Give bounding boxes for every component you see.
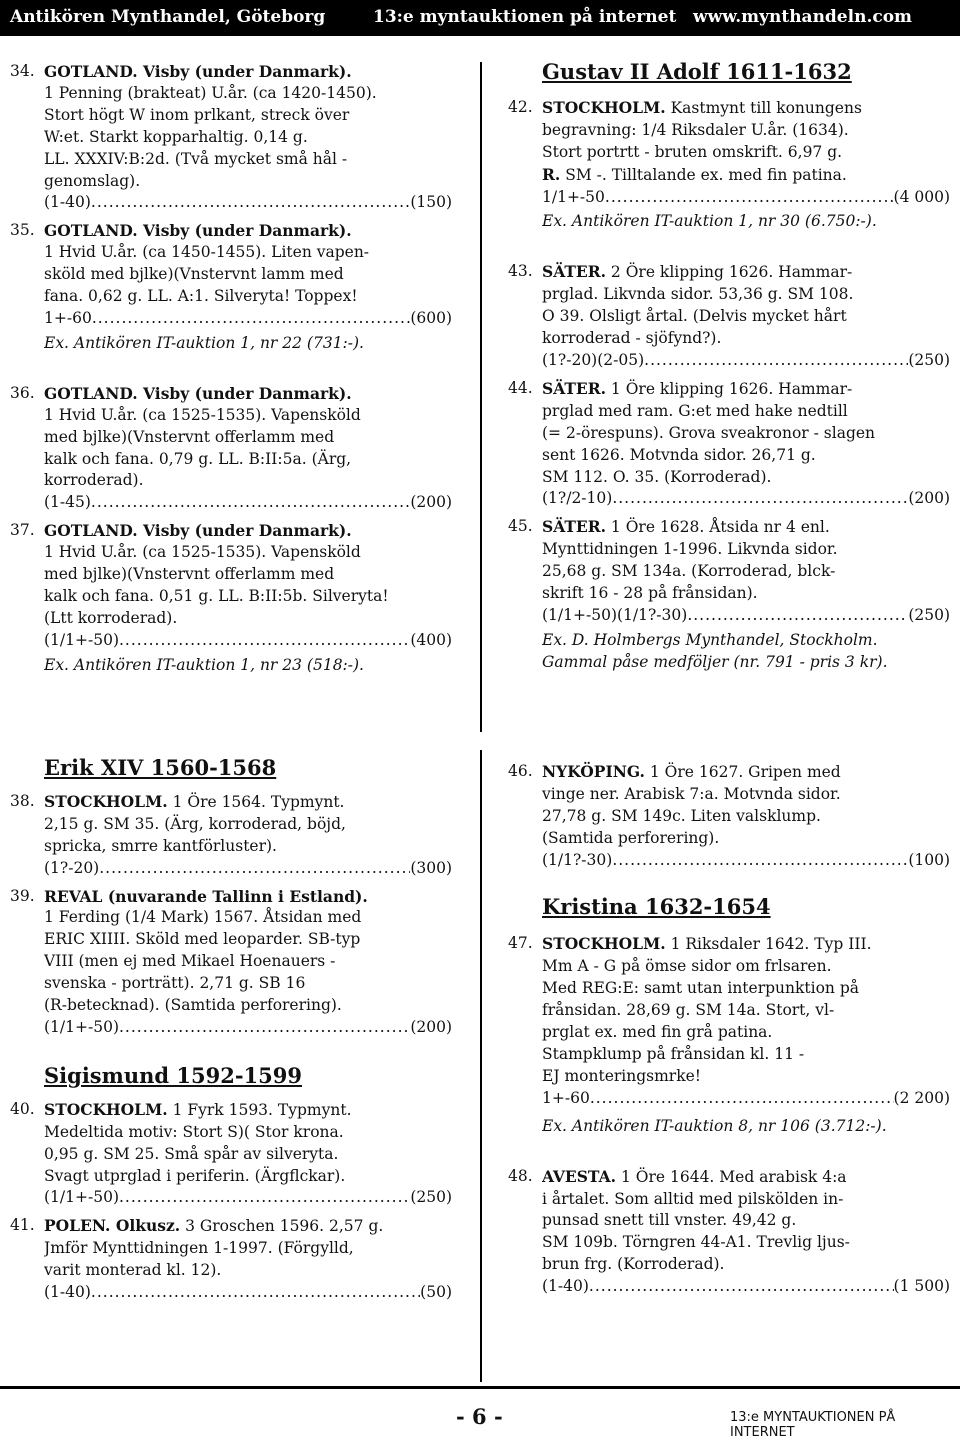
lot-line: 25,68 g. SM 134a. (Korroderad, blck- <box>542 562 836 581</box>
lot-line: sköld med bjlke)(Vnstervnt lamm med <box>44 265 344 284</box>
page-number: - 6 - <box>456 1404 503 1429</box>
lot-line: med bjlke)(Vnstervnt offerlamm med <box>44 427 335 446</box>
lot-line: vinge ner. Arabisk 7:a. Motvnda sidor. <box>542 784 841 803</box>
lot-line: begravning: 1/4 Riksdaler U.år. (1634). <box>542 120 849 139</box>
lot-price-line: (1-45) ..... (200) <box>44 492 452 514</box>
lot-line: korroderad). <box>44 471 144 490</box>
header-website: www.mynthandeln.com <box>693 7 913 27</box>
lot-price-line: 1/1+-50 ..... (4 000) <box>542 187 950 209</box>
lot-price-line: (1-40) ..... (1 500) <box>542 1276 950 1298</box>
lot-line: STOCKHOLM. 1 Riksdaler 1642. Typ III. <box>542 934 872 954</box>
lot-line: STOCKHOLM. Kastmynt till konungens <box>542 97 862 117</box>
lot-line: STOCKHOLM. 1 Öre 1564. Typmynt. <box>44 791 345 811</box>
lot-provenance-note: Gammal påse medföljer (nr. 791 - pris 3 kr). <box>542 652 888 671</box>
lot-number: 46. <box>508 762 533 780</box>
section-title-erik: Erik XIV 1560-1568 <box>44 755 277 780</box>
lot-line: SM 112. O. 35. (Korroderad). <box>542 467 772 486</box>
lot-number: 45. <box>508 517 533 536</box>
lot-line: STOCKHOLM. 1 Fyrk 1593. Typmynt. <box>44 1099 352 1119</box>
header-shop-name: Antikören Mynthandel, Göteborg <box>10 7 326 27</box>
lot-39 <box>10 886 452 1039</box>
section-title-sigismund: Sigismund 1592-1599 <box>44 1062 302 1088</box>
section-title-kristina: Kristina 1632-1654 <box>542 893 771 919</box>
lot-line: svenska - porträtt). 2,71 g. SB 16 <box>44 974 306 993</box>
lot-number: 39. <box>10 886 35 905</box>
lot-location: STOCKHOLM. <box>44 791 168 811</box>
right-column-bottom <box>508 761 950 1298</box>
lot-36 <box>10 383 452 514</box>
lot-line: punsad snett till vnster. 49,42 g. <box>542 1211 797 1230</box>
lot-line: kalk och fana. 0,51 g. LL. B:II:5b. Silveryta! <box>44 586 389 605</box>
lot-number: 40. <box>10 1099 35 1118</box>
lot-line: prglat ex. med fin grå patina. <box>542 1023 773 1042</box>
page-header <box>0 0 960 36</box>
left-column-bottom <box>10 757 452 1304</box>
column-divider-top <box>480 62 482 732</box>
lot-location: GOTLAND. Visby (under Danmark). <box>44 521 352 541</box>
lot-provenance: Ex. D. Holmbergs Mynthandel, Stockholm. <box>542 630 878 649</box>
lot-number: 34. <box>10 62 35 80</box>
lot-line: AVESTA. 1 Öre 1644. Med arabisk 4:a <box>542 1166 847 1186</box>
lot-location: STOCKHOLM. <box>542 97 666 117</box>
lot-number: 43. <box>508 262 533 281</box>
lot-line: Stampklump på frånsidan kl. 11 - <box>542 1044 805 1063</box>
lot-line: 1 Ferding (1/4 Mark) 1567. Åtsidan med <box>44 908 362 927</box>
lot-price-line: (1/1+-50) ..... (400) <box>44 630 452 652</box>
lot-line: R. SM -. Tilltalande ex. med fin patina. <box>542 164 847 184</box>
lot-line: kalk och fana. 0,79 g. LL. B:II:5a. (Ärg, <box>44 449 352 468</box>
lot-number: 48. <box>508 1166 533 1185</box>
lot-location: GOTLAND. Visby (under Danmark). <box>44 221 352 241</box>
lot-location: SÄTER. <box>542 517 606 537</box>
lot-34 <box>10 61 452 214</box>
footer-auction-title: 13:e MYNTAUKTIONEN PÅ INTERNET <box>730 1410 896 1440</box>
lot-line: spricka, smrre kantförluster). <box>44 836 277 855</box>
lot-line: (Samtida perforering). <box>542 828 720 847</box>
lot-line: Svagt utprglad i periferin. (Ärgflckar). <box>44 1166 346 1185</box>
lot-48 <box>508 1166 950 1298</box>
lot-47 <box>508 933 950 1137</box>
lot-line: VIII (men ej med Mikael Hoenauers - <box>44 952 336 971</box>
lot-provenance: Ex. Antikören IT-auktion 1, nr 22 (731:-). <box>44 333 364 352</box>
lot-line: SÄTER. 2 Öre klipping 1626. Hammar- <box>542 262 853 282</box>
lot-number: 35. <box>10 221 35 240</box>
lot-number: 41. <box>10 1216 35 1235</box>
lot-43 <box>508 261 950 372</box>
lot-37 <box>10 520 452 676</box>
lot-price-line: (1?-20)(2-05) ..... (250) <box>542 350 950 372</box>
lot-46 <box>508 761 950 872</box>
lot-line: prglad. Likvnda sidor. 53,36 g. SM 108. <box>542 285 854 304</box>
lot-line: (Ltt korroderad). <box>44 608 178 627</box>
lot-line: skrift 16 - 28 på frånsidan). <box>542 584 758 603</box>
lot-line: SÄTER. 1 Öre 1628. Åtsida nr 4 enl. <box>542 517 830 537</box>
lot-line: Stort högt W inom prlkant, streck över <box>44 105 350 124</box>
lot-line: genomslag). <box>44 171 141 190</box>
lot-line: i årtalet. Som alltid med pilskölden in- <box>542 1189 844 1208</box>
lot-line: EJ monteringsmrke! <box>542 1066 701 1085</box>
lot-line: 0,95 g. SM 25. Små spår av silveryta. <box>44 1144 339 1163</box>
lot-line: varit monterad kl. 12). <box>44 1261 222 1280</box>
lot-price-line: (1?-20) ..... (300) <box>44 858 452 880</box>
lot-price-line: (1/1+-50) ..... (200) <box>44 1017 452 1039</box>
lot-line: sent 1626. Motvnda sidor. 26,71 g. <box>542 445 816 464</box>
lot-35 <box>10 220 452 354</box>
lot-line: 1 Hvid U.år. (ca 1525-1535). Vapensköld <box>44 543 361 562</box>
lot-line: LL. XXXIV:B:2d. (Två mycket små hål - <box>44 149 348 168</box>
lot-price-line: 1+-60 ..... (2 200) <box>542 1088 950 1110</box>
lot-line: ERIC XIIII. Sköld med leoparder. SB-typ <box>44 930 361 949</box>
lot-44 <box>508 378 950 510</box>
lot-provenance: Ex. Antikören IT-auktion 1, nr 30 (6.750:-). <box>542 212 877 231</box>
lot-price-line: (1?/2-10) ..... (200) <box>542 488 950 510</box>
lot-location: STOCKHOLM. <box>542 934 666 954</box>
lot-line: SÄTER. 1 Öre klipping 1626. Hammar- <box>542 378 853 398</box>
lot-line: frånsidan. 28,69 g. SM 14a. Stort, vl- <box>542 1001 835 1020</box>
lot-line: Medeltida motiv: Stort S)( Stor krona. <box>44 1122 344 1141</box>
lot-location: GOTLAND. Visby (under Danmark). <box>44 383 352 403</box>
header-auction-title: 13:e myntauktionen på internet <box>373 7 677 27</box>
lot-number: 36. <box>10 383 35 402</box>
lot-price-line: (1/1+-50) ..... (250) <box>44 1187 452 1209</box>
lot-price-line: (1-40) ..... (50) <box>44 1282 452 1304</box>
footer-rule <box>0 1386 960 1389</box>
lot-line: W:et. Starkt kopparhaltig. 0,14 g. <box>44 127 308 146</box>
left-column-top <box>10 61 452 677</box>
lot-line: Mm A - G på ömse sidor om frlsaren. <box>542 957 832 976</box>
lot-line: POLEN. Olkusz. 3 Groschen 1596. 2,57 g. <box>44 1216 384 1236</box>
lot-line: Stort portrtt - bruten omskrift. 6,97 g. <box>542 142 843 161</box>
lot-provenance: Ex. Antikören IT-auktion 8, nr 106 (3.712:-). <box>542 1116 887 1135</box>
lot-40 <box>10 1099 452 1210</box>
lot-line: Jmför Mynttidningen 1-1997. (Förgylld, <box>44 1239 354 1258</box>
lot-location: NYKÖPING. <box>542 762 645 781</box>
lot-location: STOCKHOLM. <box>44 1099 168 1119</box>
lot-line: SM 109b. Törngren 44-A1. Trevlig ljus- <box>542 1233 850 1252</box>
lot-location: REVAL (nuvarande Tallinn i Estland). <box>44 886 368 906</box>
lot-45 <box>508 516 950 673</box>
lot-number: 44. <box>508 378 533 397</box>
lot-line: 2,15 g. SM 35. (Ärg, korroderad, böjd, <box>44 814 346 833</box>
lot-line: brun frg. (Korroderad). <box>542 1255 725 1274</box>
lot-price-line: 1+-60 ..... (600) <box>44 308 452 330</box>
lot-41 <box>10 1215 452 1304</box>
lot-price-line: (1-40) ..... (150) <box>44 192 452 214</box>
lot-line: O 39. Olsligt årtal. (Delvis mycket hårt <box>542 307 847 326</box>
lot-location: GOTLAND. Visby (under Danmark). <box>44 62 352 81</box>
lot-line: korroderad - sjöfynd?). <box>542 329 722 348</box>
lot-line: (= 2-örespuns). Grova sveakronor - slagen <box>542 423 876 442</box>
lot-42 <box>508 97 950 233</box>
lot-number: 38. <box>10 791 35 810</box>
lot-line: prglad med ram. G:et med hake nedtill <box>542 401 848 420</box>
lot-line: Med REG:E: samt utan interpunktion på <box>542 979 859 998</box>
lot-price-line: (1/1?-30) ..... (100) <box>542 850 950 872</box>
lot-number: 42. <box>508 97 533 116</box>
lot-line: 1 Hvid U.år. (ca 1450-1455). Liten vapen- <box>44 243 370 262</box>
column-divider-bottom <box>480 750 482 1382</box>
lot-provenance: Ex. Antikören IT-auktion 1, nr 23 (518:-). <box>44 655 364 674</box>
lot-line: (R-betecknad). (Samtida perforering). <box>44 996 342 1015</box>
right-column-top <box>508 61 950 674</box>
lot-number: 37. <box>10 521 35 540</box>
lot-line: med bjlke)(Vnstervnt offerlamm med <box>44 565 335 584</box>
lot-price-line: (1/1+-50)(1/1?-30) ..... (250) <box>542 605 950 627</box>
lot-location: AVESTA. <box>542 1166 617 1186</box>
lot-line: fana. 0,62 g. LL. A:1. Silveryta! Toppex! <box>44 287 358 306</box>
lot-location: SÄTER. <box>542 378 606 398</box>
lot-38 <box>10 791 452 880</box>
lot-location: SÄTER. <box>542 262 606 282</box>
lot-line: 1 Penning (brakteat) U.år. (ca 1420-1450). <box>44 83 377 102</box>
section-title-gustav: Gustav II Adolf 1611-1632 <box>542 59 852 84</box>
lot-line: 27,78 g. SM 149c. Liten valsklump. <box>542 806 821 825</box>
lot-line: 1 Hvid U.år. (ca 1525-1535). Vapensköld <box>44 405 361 424</box>
lot-line: Mynttidningen 1-1996. Likvnda sidor. <box>542 540 838 559</box>
lot-number: 47. <box>508 934 533 953</box>
lot-line: NYKÖPING. 1 Öre 1627. Gripen med <box>542 762 841 781</box>
lot-location: POLEN. Olkusz. <box>44 1216 181 1236</box>
